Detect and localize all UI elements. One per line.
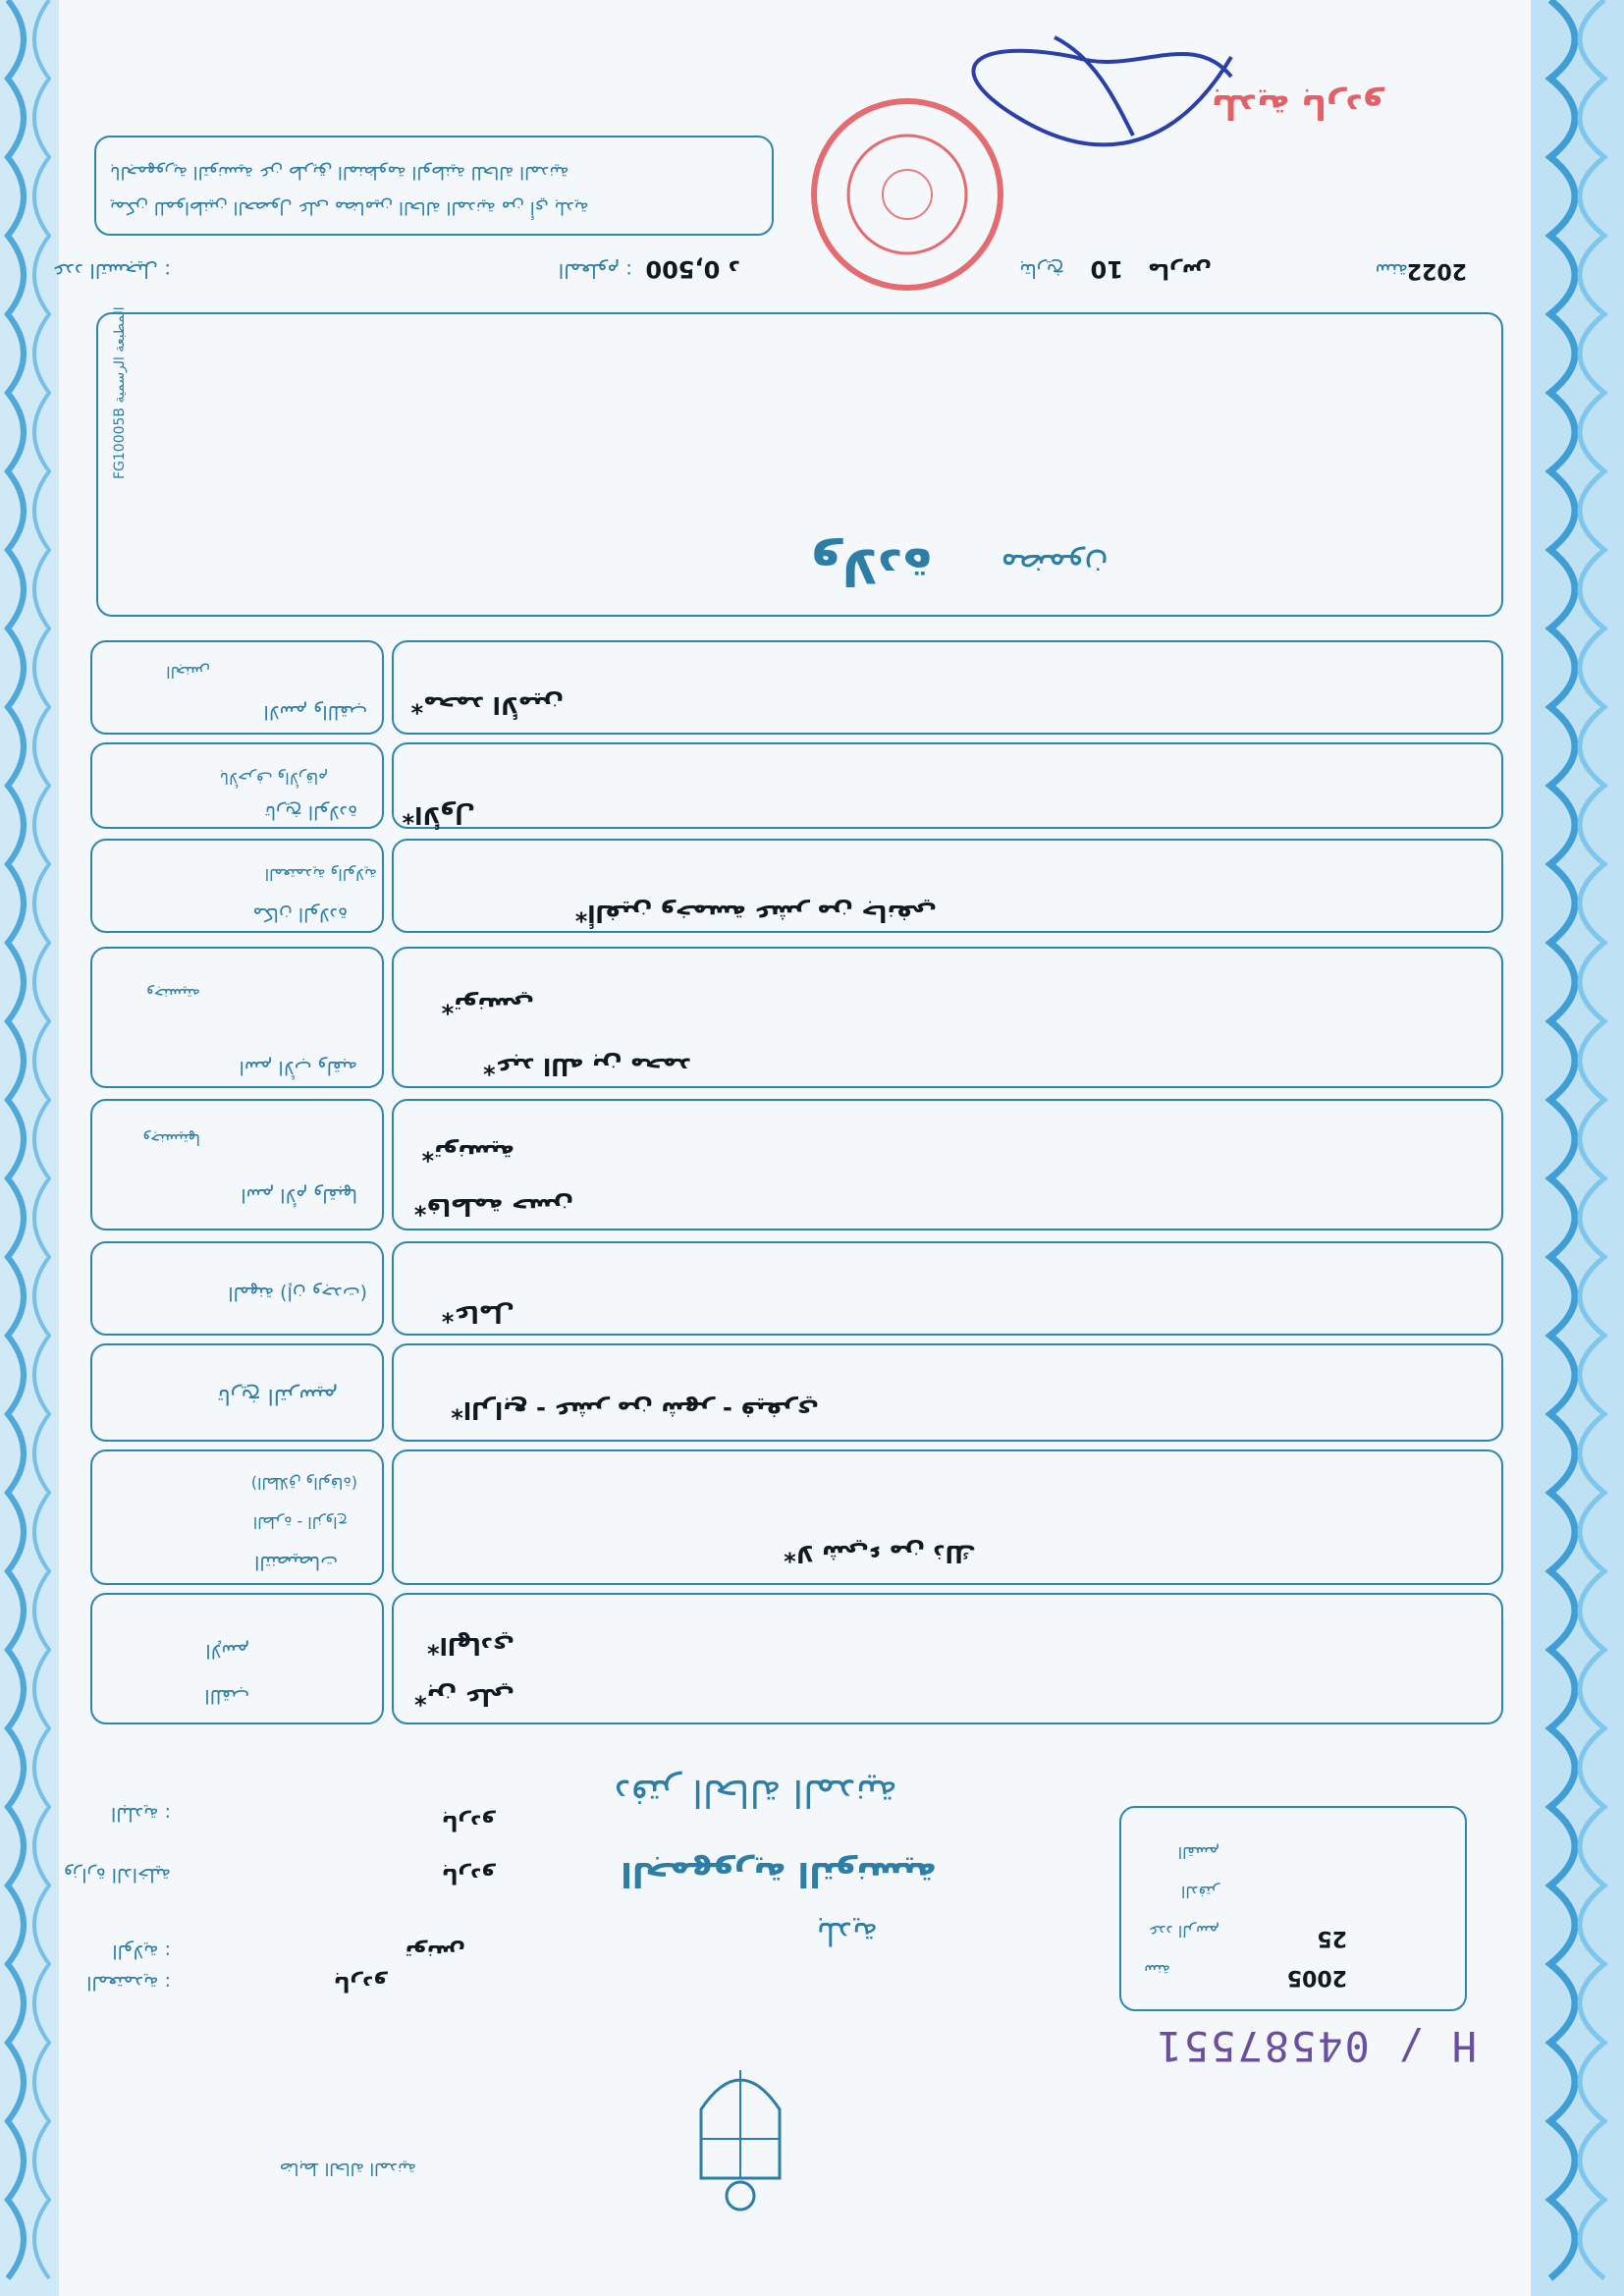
signature-caption: ضابط الحالة المدنية (279, 2159, 416, 2178)
date-year: 2022 (1406, 258, 1467, 283)
notice-box (94, 136, 774, 236)
value-birth-date: *الأول (402, 801, 475, 829)
ref-register-label: الدفتر (1180, 1883, 1219, 1901)
fee-value: 0,500 د (645, 255, 740, 283)
value-officer-last-name: *بن علي (414, 1683, 514, 1711)
delegation-value: باردو (333, 1971, 387, 1995)
value-mother-name: *فاطمة حسن (413, 1193, 573, 1221)
governorate-value: تونس (405, 1940, 465, 1964)
governorate-label: الولاية : (112, 1941, 171, 1962)
value-father-nationality: *تونسي (441, 992, 534, 1019)
value-father-name: *عبد الله بن محمد (483, 1053, 691, 1080)
municipality-name: بلدية (816, 1915, 878, 1952)
municipality-value: باردو (441, 1863, 495, 1887)
notice-line-2: بالجمهورية التونسية عن طريق المنظومة الوطنية للحالة المدنية (110, 162, 569, 183)
handwritten-signature (956, 18, 1251, 175)
fee-label: المعلوم : (558, 259, 632, 283)
ref-number: 25 (1317, 1926, 1347, 1950)
ministry-label: وزارة الداخلية (63, 1864, 171, 1886)
notice-line-1: يمكن للمواطنين الحصول على مضامين الحالة المدنية من أي بلدية (110, 197, 589, 218)
ref-year: 2005 (1286, 1965, 1347, 1990)
date-month: مارس (1148, 258, 1212, 283)
reference-box (1119, 1806, 1467, 2011)
value-registration-date: *الرابع - عشر من شهر - فيفري (451, 1396, 819, 1424)
value-annotations: *لا شيء من ذلك (784, 1540, 976, 1567)
tunisia-coat-of-arms-icon (681, 2041, 799, 2217)
republic-title: الجمهورية التونسية (621, 1854, 937, 1893)
title-box (96, 312, 1503, 617)
ref-number-label: عدد الرسم (1148, 1922, 1219, 1941)
value-profession: *عامل (441, 1300, 514, 1328)
reference-label: عدد التسجيل : (52, 259, 171, 283)
value-officer-first-name: *الهادي (427, 1632, 514, 1660)
date-year-label: سنة (1375, 259, 1408, 283)
value-birth-place: *ألفين وخمسة عشر من جانفي (574, 900, 937, 927)
delegation-label: المعتمدية : (86, 1972, 171, 1994)
date-day: 10 (1090, 255, 1123, 283)
registry-value: باردو (441, 1810, 495, 1834)
ref-year-label: سنة (1144, 1961, 1170, 1980)
title-prefix: مضمون (1001, 546, 1109, 585)
title-main: ولادة (810, 538, 932, 595)
value-mother-nationality: *تونسية (421, 1139, 514, 1167)
serial-number: H / 04587551 (1155, 2022, 1477, 2070)
ref-section-label: القسم (1177, 1843, 1219, 1862)
printer-side-text: المطبعة الرسمية FG10005B (112, 306, 128, 479)
municipality-label: البلدية : (111, 1803, 171, 1825)
date-label: بتاريخ (1019, 259, 1064, 283)
rotated-form: المطبعة الرسمية FG10005B سنة 2022 مارس 10 بتاريخ 0,500 د المعلوم : عدد التسجيل : يمكن للمواطنين الحصول على مضامين الحالة المدنية من أي بلدية بالجمهورية التونسية عن طريق المنظومة الوطنية للحالة المدنية بلدية باردو ولادة مضمون الاسم واللقب الجنس *محمد الأمين تاريخ الولادة بالأحرف والأرقام *الأول مكان الولادة المعتمدية والولاية *ألفين وخمسة عشر من جانفي اسم الأب ولقبه وجنسيته *تونسي *عبد الله بن محمد اسم الأم ولقبها وجنسيتها *تونسية *فاطمة حسن المهنة (إن وجدت) *عامل تاريخ الترسيم *الرابع - عشر من شهر - فيفري التنصيصات الطرة - الزواج (الطلاق والوفاة) *لا شيء من ذلك الإسم اللقب *الهادي *بن علي دفتر الحالة المدنية البلدية : باردو الجمهورية التونسية وزارة الداخلية باردو بلدية الولاية : تونس المعتمدية : باردو القسم الدفتر عدد الرسم 25 سنة 2005 H / 04587551 ضابط الحالة المدنية (0, 0, 1624, 2296)
stamp-text: بلدية باردو (1211, 86, 1383, 126)
value-name: *محمد الأمين (410, 691, 564, 719)
registry-title: دفتر الحالة المدنية (614, 1772, 897, 1815)
